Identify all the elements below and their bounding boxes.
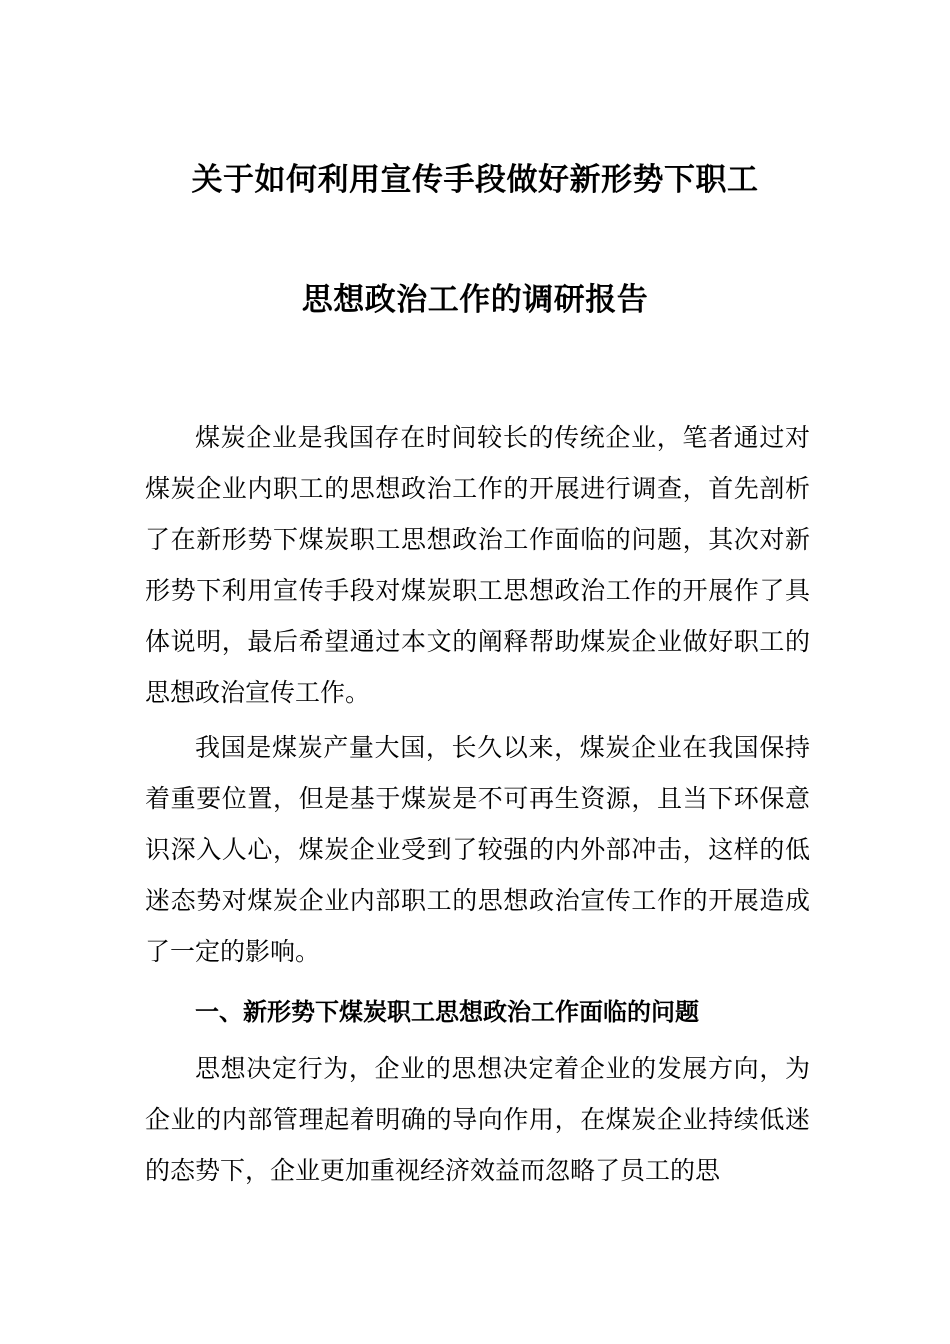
paragraph-abstract: 煤炭企业是我国存在时间较长的传统企业，笔者通过对煤炭企业内职工的思想政治工作的开展进行调查，首先剖析了在新形势下煤炭职工思想政治工作面临的问题，其次对新形势下利用宣传手段对煤炭职工思想政治工作的开展作了具体说明，最后希望通过本文的阐释帮助煤炭企业做好职工的思想政治宣传工作。 bbox=[145, 423, 810, 707]
paragraph-background: 我国是煤炭产量大国，长久以来，煤炭企业在我国保持着重要位置，但是基于煤炭是不可再生资源，且当下环保意识深入人心，煤炭企业受到了较强的内外部冲击，这样的低迷态势对煤炭企业内部职工的思想政治宣传工作的开展造成了一定的影响。 bbox=[145, 733, 810, 966]
document-title-line-2: 思想政治工作的调研报告 bbox=[301, 282, 649, 318]
section-heading-1: 一、新形势下煤炭职工思想政治工作面临的问题 bbox=[195, 998, 699, 1026]
document-title-line-1: 关于如何利用宣传手段做好新形势下职工 bbox=[191, 162, 759, 198]
paragraph-section1-intro: 思想决定行为，企业的思想决定着企业的发展方向，为企业的内部管理起着明确的导向作用，在煤炭企业持续低迷的态势下，企业更加重视经济效益而忽略了员工的思 bbox=[145, 1054, 810, 1185]
